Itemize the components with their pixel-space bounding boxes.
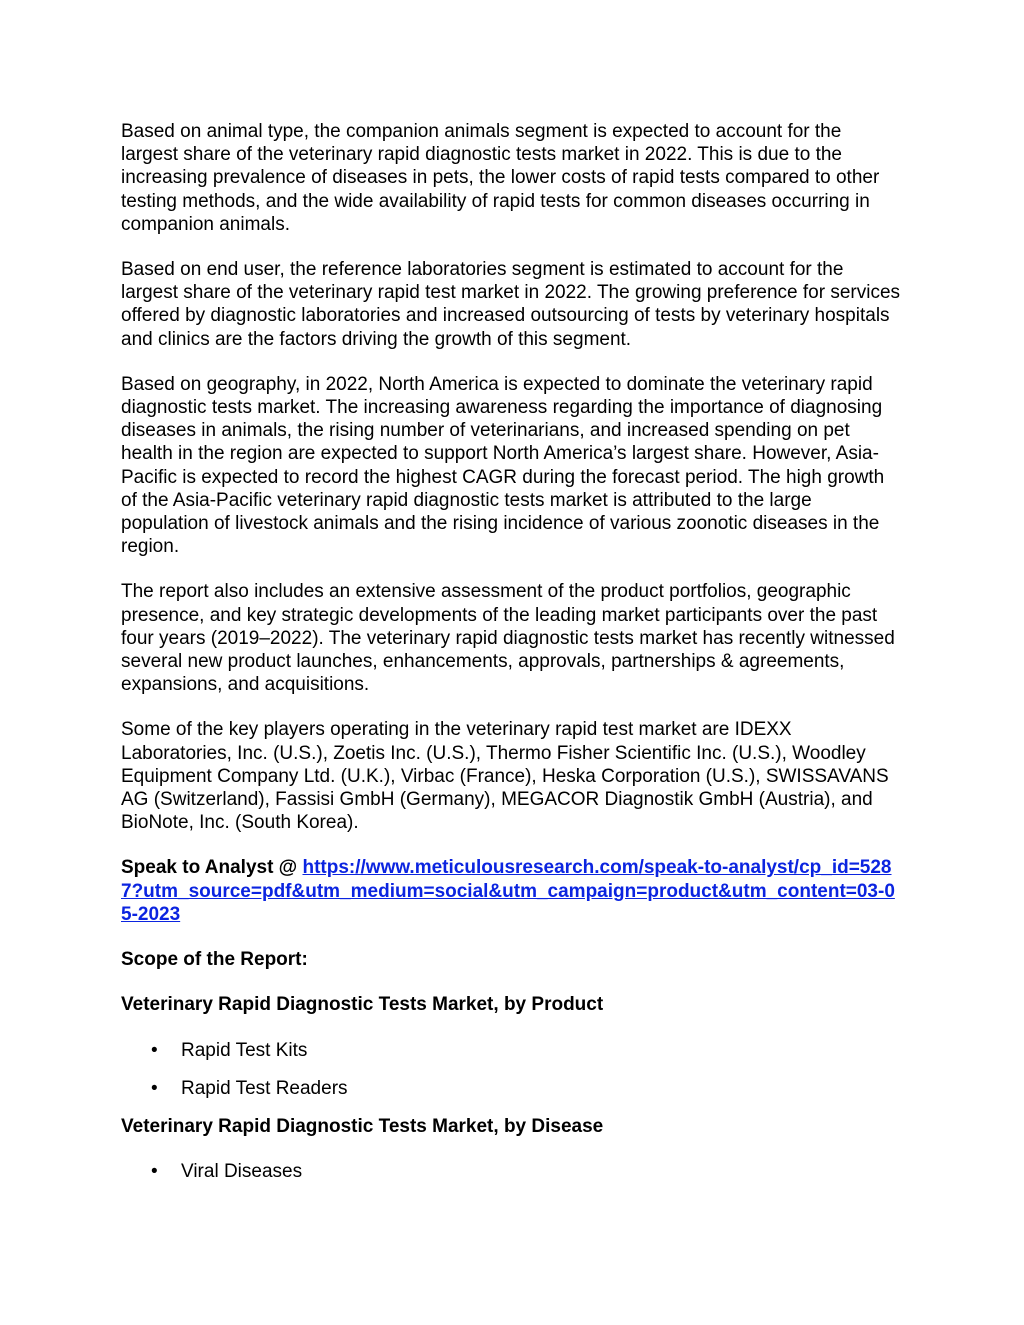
list-item: [121, 1160, 901, 1183]
paragraph-animal-type: Based on animal type, the companion animals segment is expected to account for the largest share of the veterinary rapid diagnostic tests market in 2022. This is due to the increasing prevalence of diseases in pets, the lower costs of rapid tests compared to other testing methods, and the wide availability of rapid tests for common diseases occurring in companion animals.: [121, 121, 880, 235]
product-section-heading: Veterinary Rapid Diagnostic Tests Market, by Product: [121, 994, 604, 1016]
list-item: [121, 1077, 901, 1100]
list-item: [121, 1039, 901, 1062]
list-item-label: Rapid Test Readers: [181, 1077, 348, 1099]
product-list: [121, 1039, 901, 1100]
speak-to-analyst: [121, 856, 901, 926]
paragraph-geography: Based on geography, in 2022, North America is expected to dominate the veterinary rapid diagnostic tests market. The increasing awareness regarding the importance of diagnosing diseases in animals, the rising number of veterinarians, and increased spending on pet health in the region are expected to support North America’s largest share. However, Asia-Pacific is expected to record the highest CAGR during the forecast period. The high growth of the Asia-Pacific veterinary rapid diagnostic tests market is attributed to the large population of livestock animals and the rising incidence of various zoonotic diseases in the region.: [121, 373, 885, 558]
disease-list: [121, 1160, 901, 1183]
paragraph-end-user: Based on end user, the reference laboratories segment is estimated to account for the largest share of the veterinary rapid test market in 2022. The growing preference for services offered by diagnostic laboratories and increased outsourcing of tests by veterinary hospitals and clinics are the factors driving the growth of this segment.: [121, 259, 901, 350]
bullet-icon: •: [151, 1161, 158, 1183]
list-item-label: Rapid Test Kits: [181, 1039, 308, 1061]
bullet-icon: •: [151, 1039, 158, 1061]
bullet-icon: •: [151, 1077, 158, 1099]
speak-to-analyst-link[interactable]: https://www.meticulousresearch.com/speak-to-analyst/cp_id=5287?utm_source=pdf&utm_medium=social&utm_campaign=product&utm_content=03-05-2023: [121, 857, 895, 925]
scope-heading: Scope of the Report:: [121, 949, 308, 971]
disease-section-heading: Veterinary Rapid Diagnostic Tests Market, by Disease: [121, 1115, 604, 1137]
paragraph-key-players: Some of the key players operating in the veterinary rapid test market are IDEXX Laboratories, Inc. (U.S.), Zoetis Inc. (U.S.), Thermo Fisher Scientific Inc. (U.S.), Woodley Equipment Company Ltd. (U.K.), Virbac (France), Heska Corporation (U.S.), SWISSAVANS AG (Switzerland), Fassisi GmbH (Germany), MEGACOR Diagnostik GmbH (Austria), and BioNote, Inc. (South Korea).: [121, 719, 889, 834]
speak-to-analyst-label: Speak to Analyst @: [121, 857, 303, 879]
list-item-label: Viral Diseases: [181, 1161, 303, 1183]
document-page: [121, 120, 901, 1198]
paragraph-report-assessment: The report also includes an extensive assessment of the product portfolios, geographic presence, and key strategic developments of the leading market participants over the past four years (2019–2022). The veterinary rapid diagnostic tests market has recently witnessed several new product launches, enhancements, approvals, partnerships & agreements, expansions, and acquisitions.: [121, 581, 895, 696]
